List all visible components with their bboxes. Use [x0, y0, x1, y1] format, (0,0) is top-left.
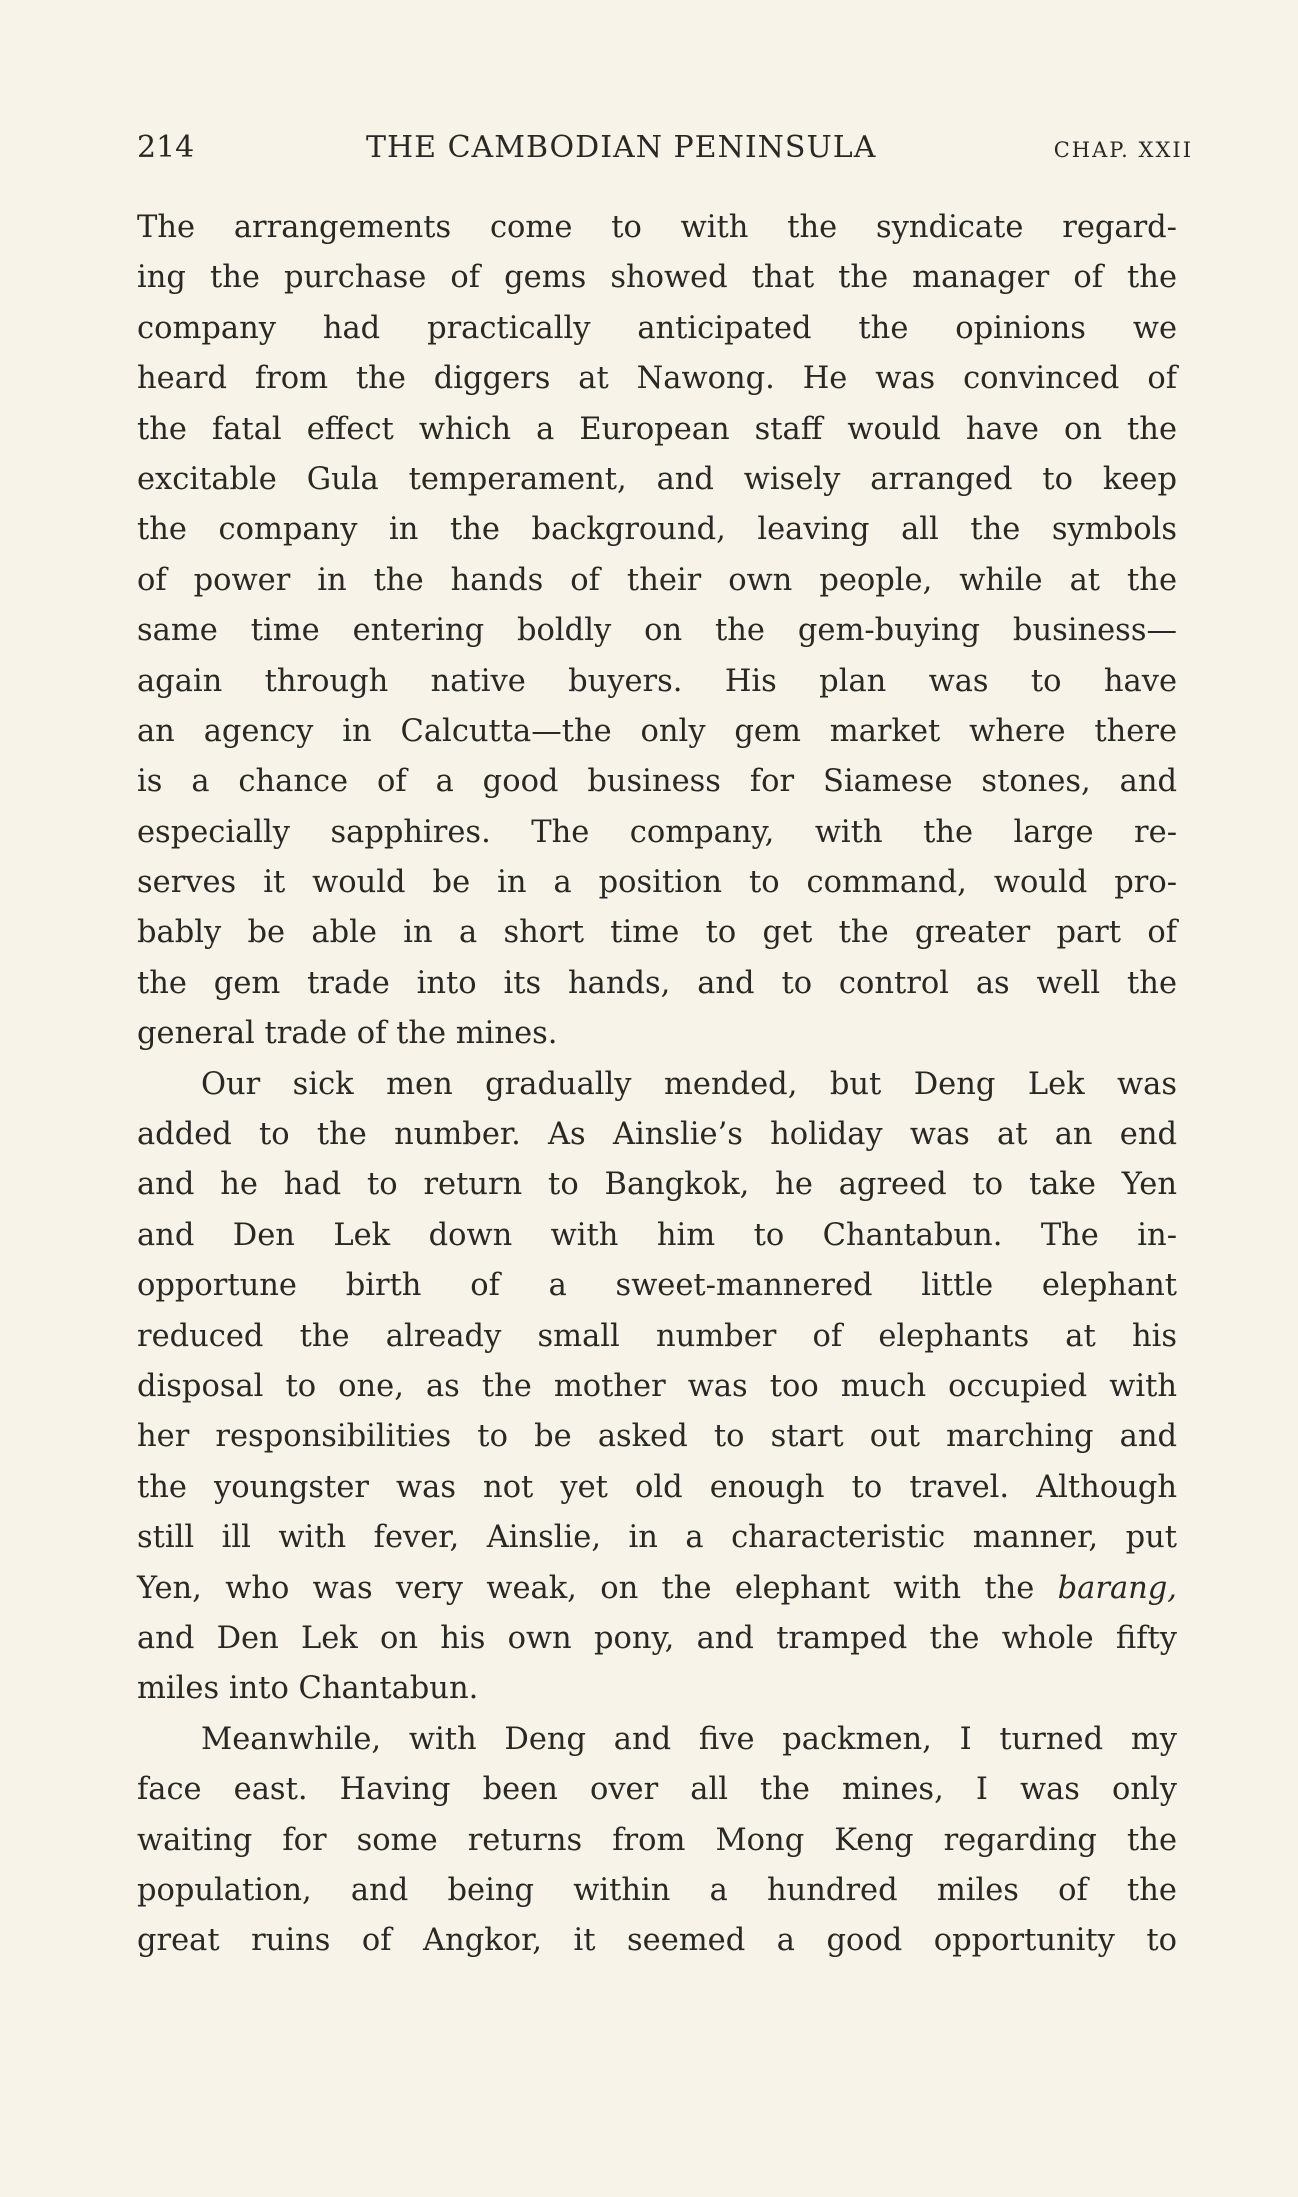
text-line: added to the number. As Ainslie’s holiday was at an end	[137, 1117, 1177, 1153]
body-text	[137, 203, 1177, 1967]
text-line: population, and being within a hundred miles of the	[137, 1872, 1177, 1908]
page-number: 214	[137, 130, 195, 165]
text-line: again through native buyers. His plan was to have	[137, 663, 1177, 699]
text-line: Our sick men gradually mended, but Deng Lek was	[201, 1066, 1177, 1102]
italic-word: barang,	[1057, 1570, 1177, 1606]
text-line: heard from the diggers at Nawong. He was convinced of	[137, 361, 1177, 397]
text-line: great ruins of Angkor, it seemed a good opportunity to	[137, 1923, 1177, 1959]
chapter-label: CHAP. XXII	[1053, 138, 1193, 162]
text-line: the fatal effect which a European staff would have on the	[137, 411, 1177, 447]
text-line: and Den Lek on his own pony, and tramped the whole fifty	[137, 1620, 1177, 1656]
text-line: waiting for some returns from Mong Keng regarding the	[137, 1822, 1177, 1858]
text-span: Yen, who was very weak, on the elephant with the	[137, 1570, 1058, 1606]
text-line: of power in the hands of their own people, while at the	[137, 562, 1177, 598]
text-line: bably be able in a short time to get the greater part of	[137, 915, 1177, 951]
text-line: the youngster was not yet old enough to travel. Although	[137, 1469, 1177, 1505]
text-line: is a chance of a good business for Siamese stones, and	[137, 764, 1177, 800]
text-line: general trade of the mines.	[137, 1016, 558, 1052]
text-line: opportune birth of a sweet-mannered little elephant	[137, 1268, 1177, 1304]
text-line: and he had to return to Bangkok, he agreed to take Yen	[137, 1167, 1177, 1203]
text-line: reduced the already small number of elephants at his	[137, 1318, 1177, 1354]
text-line: the gem trade into its hands, and to control as well the	[137, 965, 1177, 1001]
text-line: miles into Chantabun.	[137, 1671, 479, 1707]
text-line: still ill with fever, Ainslie, in a characteristic manner, put	[137, 1520, 1177, 1556]
text-line	[137, 1564, 1177, 1614]
text-line: face east. Having been over all the mines, I was only	[137, 1772, 1177, 1808]
text-line: excitable Gula temperament, and wisely arranged to keep	[137, 461, 1177, 497]
text-line: and Den Lek down with him to Chantabun. The in-	[137, 1217, 1177, 1253]
text-line: an agency in Calcutta—the only gem market where there	[137, 713, 1177, 749]
running-title: THE CAMBODIAN PENINSULA	[366, 130, 877, 165]
text-line: ing the purchase of gems showed that the manager of the	[137, 260, 1177, 296]
page-header	[137, 128, 1193, 168]
text-line: her responsibilities to be asked to start out marching and	[137, 1419, 1177, 1455]
text-line: the company in the background, leaving all the symbols	[137, 512, 1177, 548]
text-line: especially sapphires. The company, with the large re-	[137, 814, 1177, 850]
text-line: company had practically anticipated the opinions we	[137, 310, 1177, 346]
text-line: Meanwhile, with Deng and five packmen, I turned my	[201, 1721, 1177, 1757]
text-line: same time entering boldly on the gem-buying business—	[137, 613, 1177, 649]
text-line: serves it would be in a position to command, would pro-	[137, 865, 1177, 901]
text-line: disposal to one, as the mother was too much occupied with	[137, 1368, 1177, 1404]
text-line: The arrangements come to with the syndicate regard-	[137, 210, 1177, 245]
